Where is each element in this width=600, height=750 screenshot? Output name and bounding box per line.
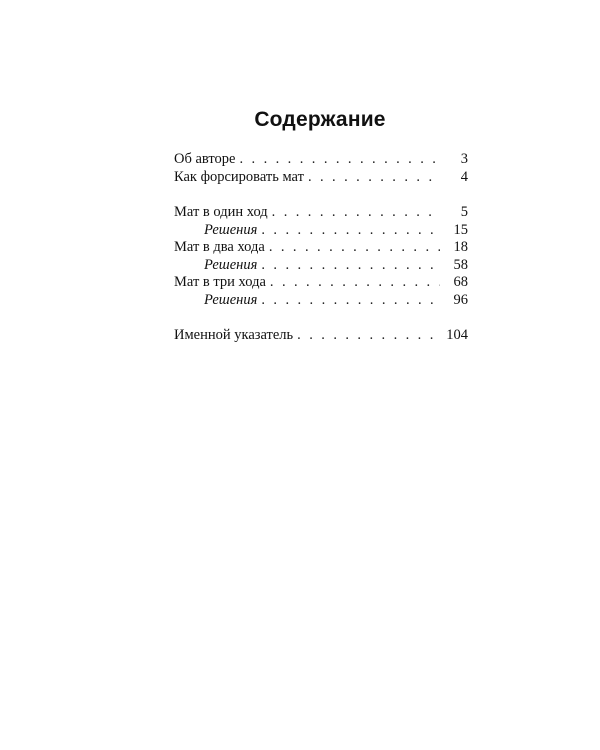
table-of-contents	[174, 151, 468, 345]
dot-leader	[272, 204, 440, 222]
toc-subentry[interactable]	[174, 257, 468, 275]
dot-leader	[261, 222, 440, 240]
toc-entry-label: Мат в три хода	[174, 274, 266, 290]
toc-entry-page: 4	[460, 168, 468, 185]
toc-entry[interactable]	[174, 204, 468, 222]
toc-entry-label: Решения	[204, 221, 258, 238]
toc-entry-page: 96	[453, 291, 468, 308]
toc-entry-page: 104	[446, 327, 468, 343]
toc-entry[interactable]	[174, 327, 468, 345]
page-title: Содержание	[254, 108, 386, 131]
toc-entry-label: Именной указатель	[174, 327, 294, 343]
toc-subentry[interactable]	[174, 292, 468, 310]
dot-leader	[269, 239, 440, 257]
toc-group-back	[174, 327, 468, 345]
toc-entry-page: 5	[460, 204, 468, 220]
toc-entry-label: Об авторе	[174, 151, 236, 167]
toc-entry[interactable]	[174, 274, 468, 292]
toc-entry-page: 18	[453, 239, 468, 255]
toc-subentry[interactable]	[174, 222, 468, 240]
toc-entry-label: Решения	[204, 291, 258, 308]
toc-group-front	[174, 151, 468, 186]
toc-entry[interactable]	[174, 169, 468, 187]
toc-entry-label: Мат в один ход	[174, 204, 268, 220]
dot-leader	[308, 169, 440, 187]
toc-entry-label: Мат в два хода	[174, 239, 265, 255]
dot-leader	[261, 257, 440, 275]
toc-entry-page: 3	[460, 151, 468, 167]
toc-entry-page: 15	[453, 221, 468, 238]
dot-leader	[261, 292, 440, 310]
toc-entry-label: Как форсировать мат	[174, 168, 304, 185]
dot-leader	[297, 327, 440, 345]
toc-group-chapters	[174, 204, 468, 309]
dot-leader	[239, 151, 440, 169]
toc-entry[interactable]	[174, 151, 468, 169]
toc-entry-page: 58	[453, 256, 468, 273]
toc-entry-label: Решения	[204, 256, 258, 273]
toc-entry[interactable]	[174, 239, 468, 257]
dot-leader	[270, 274, 440, 292]
toc-entry-page: 68	[453, 274, 468, 290]
